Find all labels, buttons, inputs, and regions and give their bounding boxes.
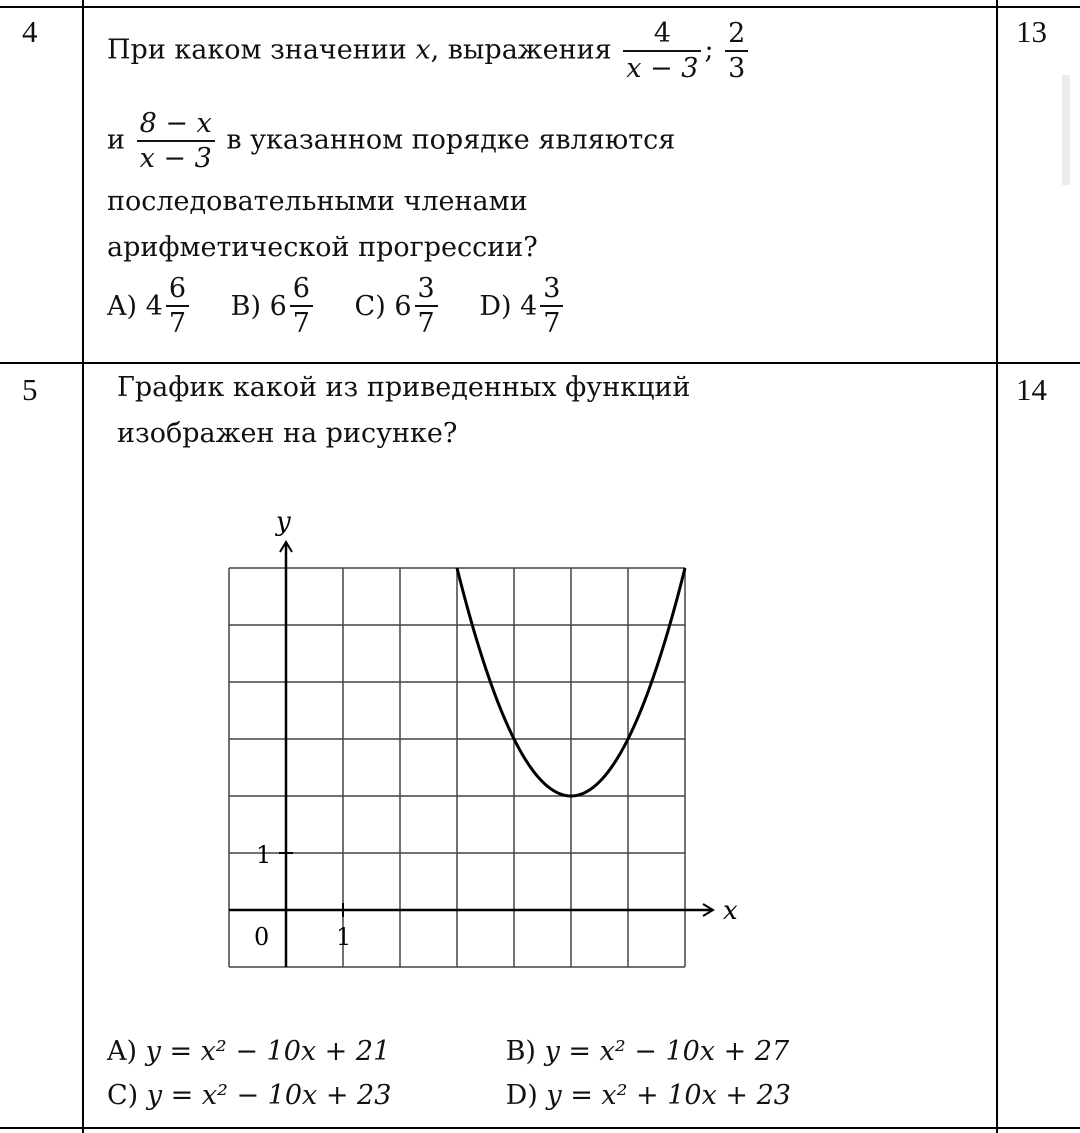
fraction-denominator: 7 (290, 305, 313, 337)
fraction-numerator: 2 (728, 18, 746, 49)
row-divider (0, 362, 1080, 364)
table-bottom-border (0, 1127, 1080, 1129)
x-axis-label: x (723, 896, 738, 926)
fraction-numerator: 3 (543, 273, 561, 304)
option-label: B) (230, 290, 261, 322)
answer-options-line-1 (107, 1036, 789, 1067)
y-tick-label: 1 (256, 841, 272, 869)
y-axis-label: y (276, 507, 291, 537)
fraction-numerator: 8 − x (139, 108, 212, 139)
fraction-expression-3 (137, 110, 215, 172)
mixed-fraction (290, 275, 313, 337)
mixed-whole: 6 (269, 290, 287, 322)
option-label: A) (107, 290, 138, 322)
option-label: D) (505, 1080, 538, 1111)
question-text: При каком значении (107, 34, 407, 66)
fraction-numerator: 4 (653, 18, 671, 49)
question-text: в указанном порядке являются (226, 124, 676, 156)
option-formula: y = x² − 10x + 23 (146, 1080, 392, 1111)
origin-label: 0 (254, 923, 270, 951)
option-label: C) (354, 290, 386, 322)
fraction-denominator: x − 3 (137, 140, 215, 172)
fraction-numerator: 3 (417, 273, 435, 304)
fraction-denominator: 7 (166, 305, 189, 337)
function-graph (200, 490, 780, 990)
answer-option-d[interactable] (506, 1080, 791, 1111)
option-label: D) (479, 290, 512, 322)
answer-option-a[interactable] (107, 275, 192, 337)
option-formula: y = x² − 10x + 27 (544, 1036, 790, 1067)
fraction-expression-2 (725, 20, 748, 82)
answer-option-a[interactable] (107, 1036, 497, 1067)
option-label: A) (107, 1036, 138, 1067)
fraction-numerator: 6 (292, 273, 310, 304)
fraction-denominator: 7 (540, 305, 563, 337)
x-tick-label: 1 (336, 923, 352, 951)
mixed-fraction (166, 275, 189, 337)
mixed-number (270, 275, 316, 337)
mixed-number (520, 275, 566, 337)
answer-option-b[interactable] (506, 1036, 790, 1067)
task-number: 4 (22, 14, 38, 49)
mixed-fraction (540, 275, 563, 337)
mixed-whole: 6 (394, 290, 412, 322)
answer-option-c[interactable] (355, 275, 441, 337)
task-number: 5 (22, 372, 38, 407)
mixed-whole: 4 (520, 290, 538, 322)
fraction-denominator: 7 (415, 305, 438, 337)
answer-option-b[interactable] (231, 275, 316, 337)
task-points: 14 (1016, 372, 1047, 407)
column-divider-right (996, 0, 998, 1133)
fraction-numerator: 6 (168, 273, 187, 304)
question-line-2: изображен на рисунке? (117, 418, 458, 449)
table-top-border (0, 6, 1080, 8)
option-formula: y = x² − 10x + 21 (145, 1036, 391, 1067)
answer-options-line-2 (107, 1080, 791, 1111)
fraction-denominator: 3 (725, 50, 748, 82)
question-text: , выражения (430, 34, 612, 66)
variable-x: x (415, 34, 431, 66)
question-line-3: последовательными членами (107, 186, 528, 217)
option-label: B) (505, 1036, 536, 1067)
question-line-1: График какой из приведенных функций (117, 372, 691, 403)
mixed-whole: 4 (145, 290, 163, 322)
mixed-fraction (415, 275, 438, 337)
question-line-4: арифметической прогрессии? (107, 232, 538, 263)
mixed-number (146, 275, 192, 337)
question-line-1 (107, 20, 751, 82)
fraction-denominator: x − 3 (623, 50, 701, 82)
column-divider-left (82, 0, 84, 1133)
question-text: и (107, 124, 125, 156)
option-formula: y = x² + 10x + 23 (546, 1080, 791, 1111)
question-line-2 (107, 110, 675, 172)
task-points: 13 (1016, 14, 1047, 49)
mixed-number (394, 275, 440, 337)
answer-options (107, 275, 596, 337)
answer-option-c[interactable] (107, 1080, 497, 1111)
scrollbar-thumb[interactable] (1062, 75, 1070, 185)
option-label: C) (107, 1080, 139, 1111)
fraction-expression-1 (623, 20, 701, 82)
separator: ; (704, 34, 714, 66)
answer-option-d[interactable] (479, 275, 566, 337)
